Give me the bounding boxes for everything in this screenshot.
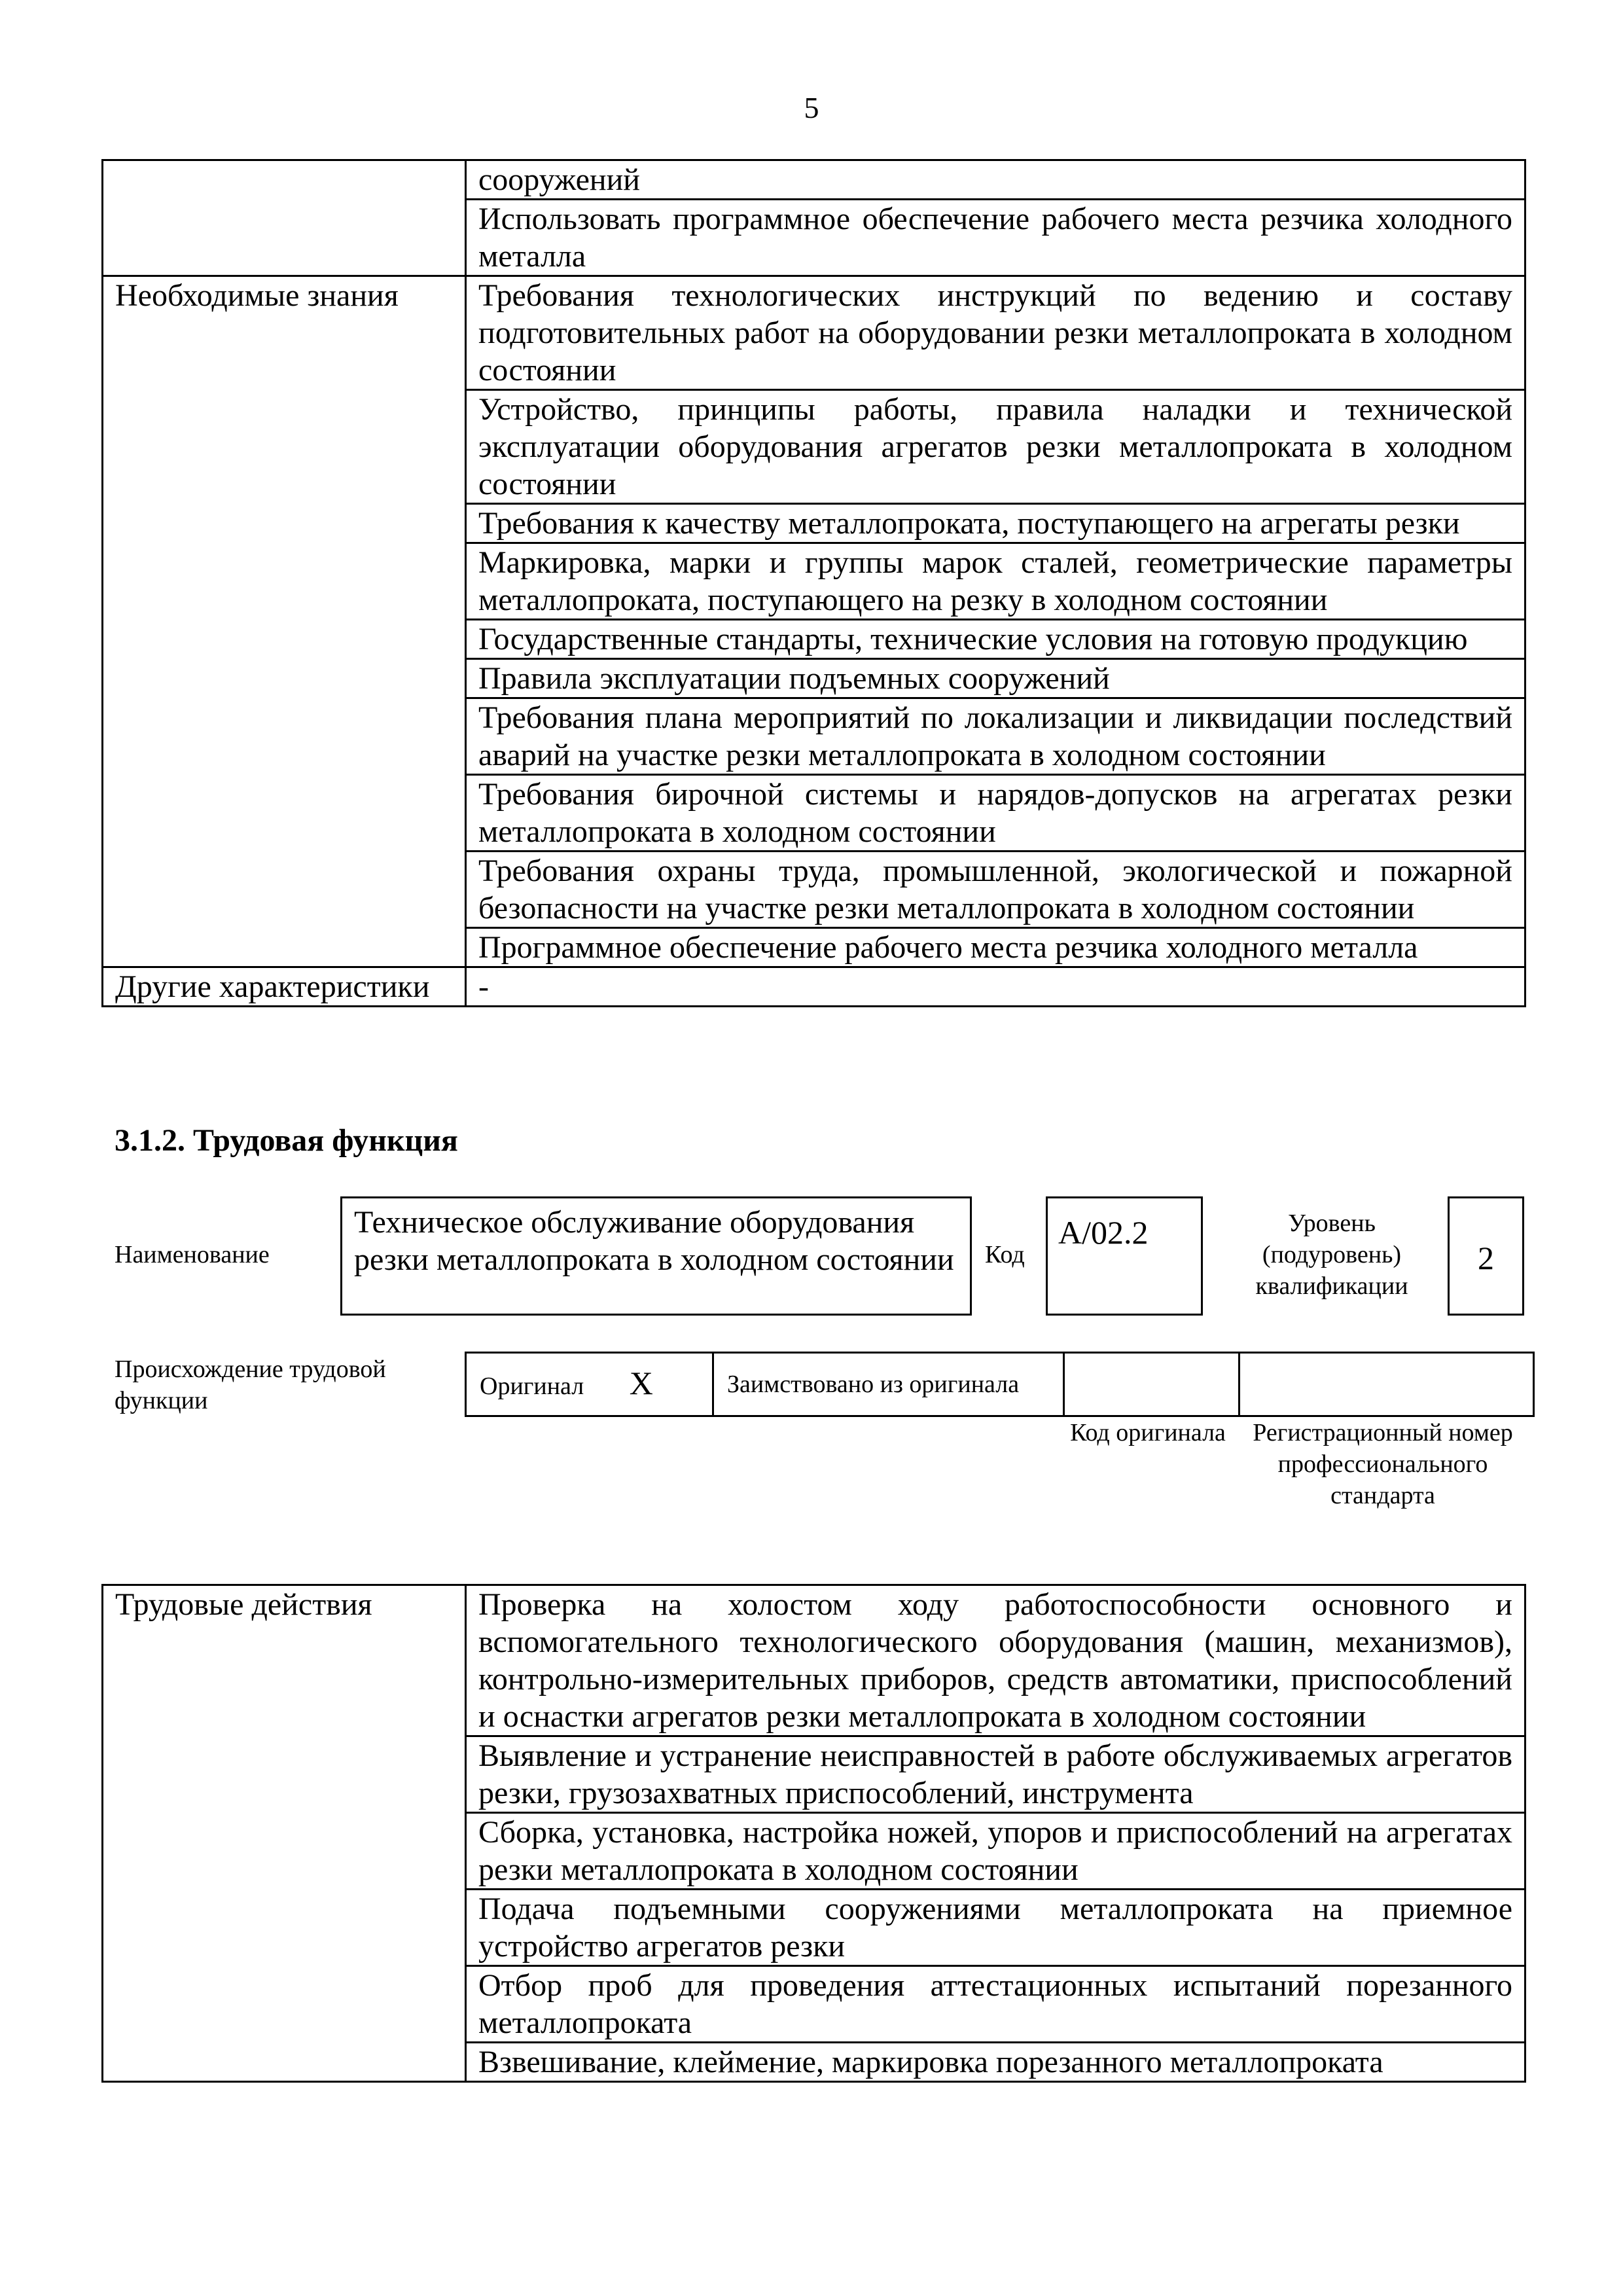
other-characteristics-label: Другие характеристики <box>103 967 466 1007</box>
reg-number-caption: Регистрационный номер профессионального стандарта <box>1253 1419 1513 1509</box>
origin-label: Происхождение трудовой функции <box>115 1355 386 1414</box>
table-cell: Устройство, принципы работы, правила наладки и технической эксплуатации оборудования агрегатов резки металлопроката в холодном состоянии <box>466 390 1525 504</box>
function-name-box: Техническое обслуживание оборудования резки металлопроката в холодном состоянии <box>340 1196 972 1316</box>
table-cell: Требования плана мероприятий по локализации и ликвидации последствий аварий на участке резки металлопроката в холодном состоянии <box>466 698 1525 775</box>
knowledge-table <box>101 159 1526 1007</box>
code-value-box: А/02.2 <box>1046 1196 1203 1316</box>
original-mark: X <box>629 1364 653 1401</box>
origin-table <box>465 1352 1535 1417</box>
table-cell: Правила эксплуатации подъемных сооружений <box>466 659 1525 698</box>
table-cell: Требования бирочной системы и нарядов-допусков на агрегатах резки металлопроката в холодном состоянии <box>466 775 1525 852</box>
table-cell: Сборка, установка, настройка ножей, упоров и приспособлений на агрегатах резки металлопроката в холодном состоянии <box>466 1813 1525 1890</box>
table-cell: Подача подъемными сооружениями металлопроката на приемное устройство агрегатов резки <box>466 1890 1525 1966</box>
table-cell: Отбор проб для проведения аттестационных испытаний порезанного металлопроката <box>466 1966 1525 2043</box>
table-cell: Маркировка, марки и группы марок сталей, геометрические параметры металлопроката, поступающего на резку в холодном состоянии <box>466 543 1525 620</box>
required-knowledge-label: Необходимые знания <box>103 276 466 967</box>
table-cell: Требования технологических инструкций по ведению и составу подготовительных работ на оборудовании резки металлопроката в холодном состоянии <box>466 276 1525 390</box>
code-label: Код <box>985 1241 1025 1268</box>
table-label-cell <box>103 160 466 276</box>
level-value-box: 2 <box>1448 1196 1524 1316</box>
table-cell: Выявление и устранение неисправностей в работе обслуживаемых агрегатов резки, грузозахватных приспособлений, инструмента <box>466 1736 1525 1813</box>
original-label: Оригинал <box>480 1372 584 1400</box>
labor-actions-label: Трудовые действия <box>103 1585 466 2082</box>
code-original-caption: Код оригинала <box>1070 1419 1226 1446</box>
name-label: Наименование <box>115 1241 270 1268</box>
table-row <box>103 967 1525 1007</box>
labor-actions-table <box>101 1584 1526 2083</box>
table-cell: Государственные стандарты, технические условия на готовую продукцию <box>466 620 1525 659</box>
table-cell: Взвешивание, клеймение, маркировка порезанного металлопроката <box>466 2043 1525 2082</box>
page-number: 5 <box>804 91 819 124</box>
table-cell: Требования к качеству металлопроката, поступающего на агрегаты резки <box>466 504 1525 543</box>
reg-number-cell <box>1240 1353 1534 1416</box>
original-cell <box>466 1353 713 1416</box>
table-row <box>103 160 1525 200</box>
borrowed-label: Заимствовано из оригинала <box>713 1353 1064 1416</box>
section-title: 3.1.2. Трудовая функция <box>115 1123 458 1158</box>
table-row <box>103 276 1525 390</box>
table-cell: сооружений <box>466 160 1525 200</box>
table-cell: Программное обеспечение рабочего места резчика холодного металла <box>466 928 1525 967</box>
table-cell: Требования охраны труда, промышленной, экологической и пожарной безопасности на участке резки металлопроката в холодном состоянии <box>466 852 1525 928</box>
table-cell: - <box>466 967 1525 1007</box>
table-row <box>103 1585 1525 1736</box>
level-label: Уровень (подуровень) квалификации <box>1255 1210 1408 1300</box>
code-original-cell <box>1064 1353 1240 1416</box>
table-cell: Проверка на холостом ходу работоспособности основного и вспомогательного технологического оборудования (машин, механизмов), контрольно-измерительных приборов, средств автоматики, приспособлений и оснастки агрегатов резки металлопроката в холодном состоянии <box>466 1585 1525 1736</box>
table-cell: Использовать программное обеспечение рабочего места резчика холодного металла <box>466 200 1525 276</box>
